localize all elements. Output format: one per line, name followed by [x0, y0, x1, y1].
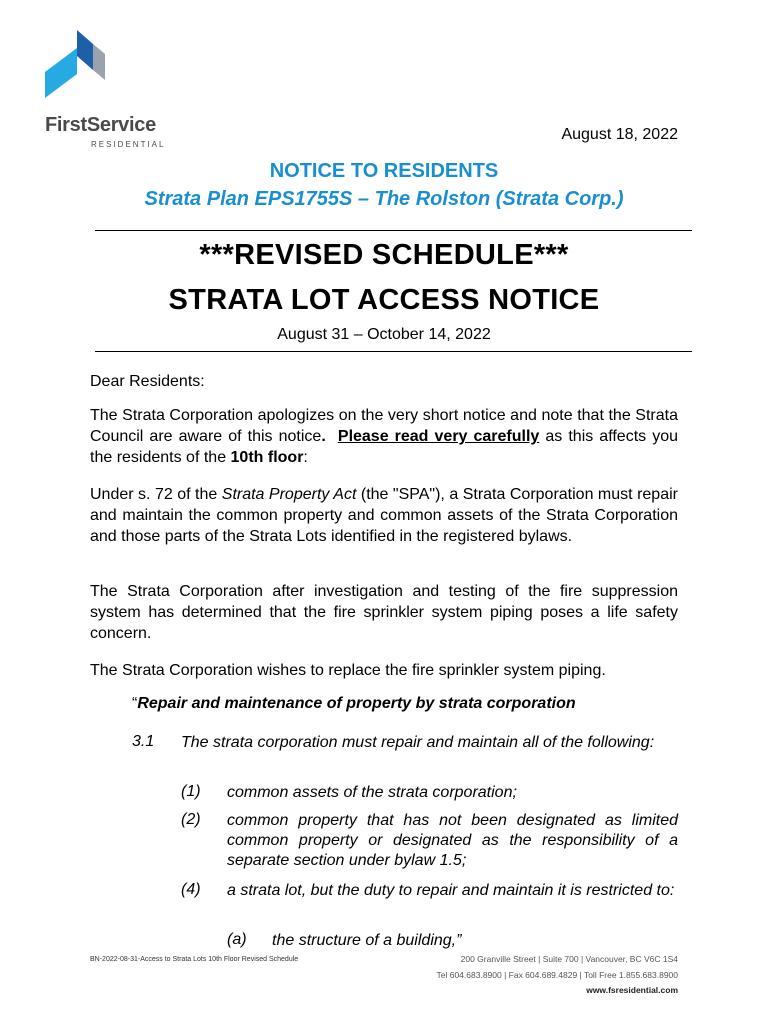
paragraph-spa: Under s. 72 of the Strata Property Act (the "SPA"), a Strata Corporation must repair and maintain the common property and common assets of the Strata Corporation and those parts of the Strata Lots identified in the registered bylaws. [90, 486, 678, 545]
divider-bottom [95, 351, 692, 352]
salutation: Dear Residents: [90, 373, 205, 390]
notice-subtitle: Strata Plan EPS1755S – The Rolston (Strata Corp.) [144, 188, 624, 210]
clause-number: 3.1 [132, 733, 155, 750]
paragraph-replacement: The Strata Corporation wishes to replace the fire sprinkler system piping. [90, 662, 606, 679]
sub-item-number: (a) [227, 931, 247, 948]
paragraph-apology: The Strata Corporation apologizes on the very short notice and note that the Strata Council are aware of this notice. Please read very carefully as this affects you the residents of the 10th floor: [90, 407, 679, 466]
paragraph-investigation: The Strata Corporation after investigation and testing of the fire suppression system has determined that the fire sprinkler system piping poses a life safety concern. [90, 583, 678, 642]
footer-website-link[interactable]: www.fsresidential.com [586, 985, 678, 995]
footer-address: 200 Granville Street | Suite 700 | Vancouver, BC V6C 1S4 [460, 954, 678, 964]
logo-name: FirstService [45, 114, 156, 136]
list-item-text: common property that has not been designated as limited common property or designated as the responsibility of a separate section under bylaw 1.5; [227, 812, 678, 869]
emphasis-read-carefully: Please read very carefully [337, 428, 540, 445]
logo-subtitle: RESIDENTIAL [91, 140, 166, 149]
document-reference: BN-2022-08-31-Access to Strata Lots 10th Floor Revised Schedule [90, 956, 299, 963]
list-item-number: (4) [181, 881, 201, 898]
date-range: August 31 – October 14, 2022 [277, 326, 491, 343]
footer-phones: Tel 604.683.8900 | Fax 604.689.4829 | Toll Free 1.855.683.8900 [436, 970, 678, 980]
sub-item-text: the structure of a building,” [272, 932, 462, 949]
clause-text: The strata corporation must repair and maintain all of the following: [181, 734, 655, 751]
headline-access-notice: STRATA LOT ACCESS NOTICE [168, 284, 600, 316]
list-item-number: (1) [181, 783, 201, 800]
divider-top [95, 230, 692, 231]
list-item-text: common assets of the strata corporation; [227, 784, 517, 801]
list-item-text: a strata lot, but the duty to repair and maintain it is restricted to: [227, 882, 675, 899]
bylaw-quote-heading: “Repair and maintenance of property by strata corporation [132, 695, 576, 712]
notice-title: NOTICE TO RESIDENTS [269, 160, 499, 182]
headline-revised: ***REVISED SCHEDULE*** [199, 239, 569, 271]
act-name: Strata Property Act [221, 486, 357, 503]
list-item-number: (2) [181, 811, 201, 828]
notice-date: August 18, 2022 [561, 126, 678, 143]
